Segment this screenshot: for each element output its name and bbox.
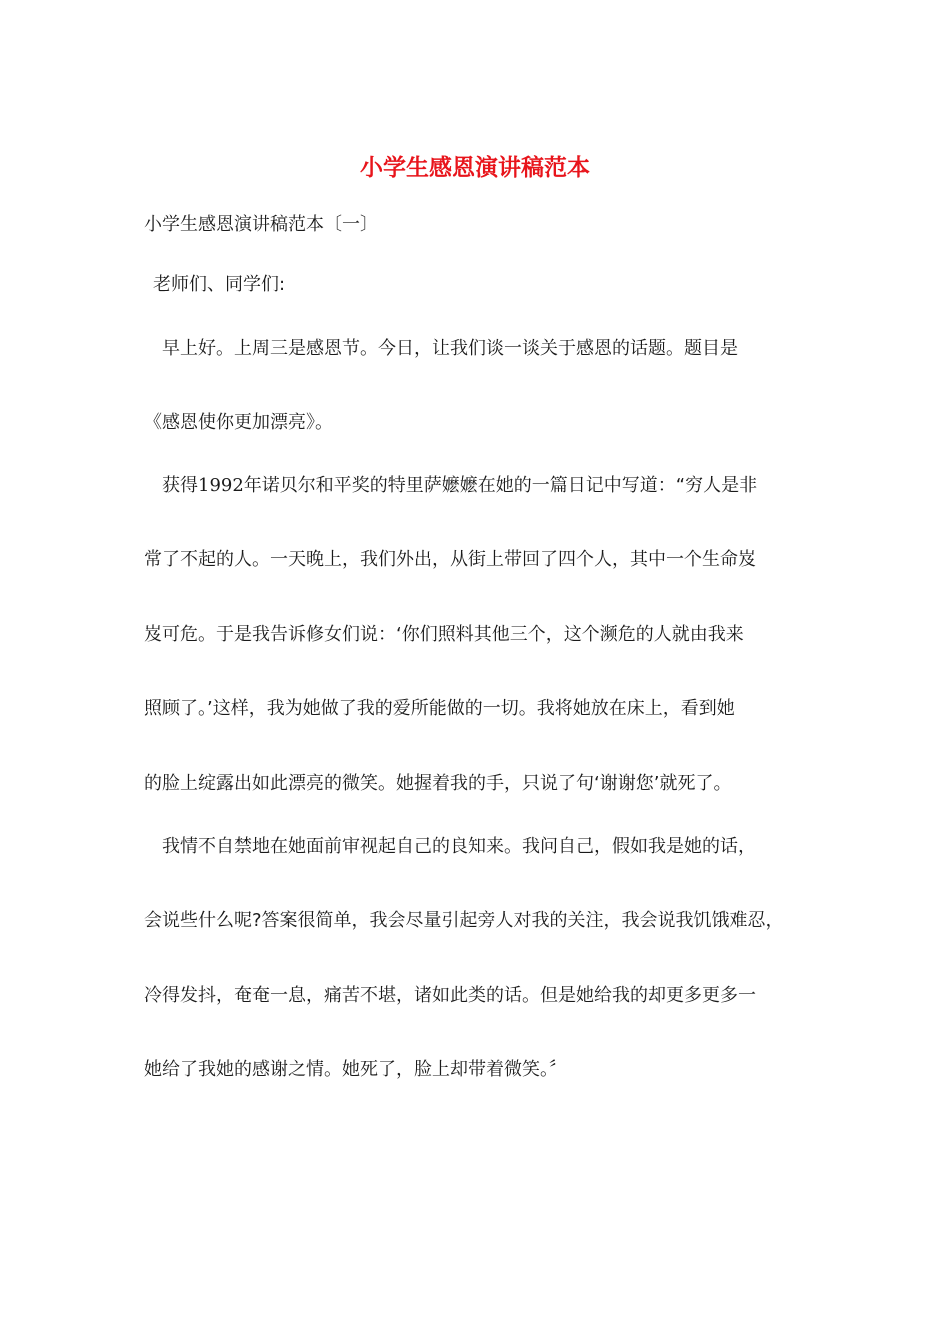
paragraph-line: 《感恩使你更加漂亮》。 xyxy=(144,412,333,433)
paragraph-line: 岌可危。于是我告诉修女们说：‘你们照料其他三个，这个濒危的人就由我来 xyxy=(144,624,744,645)
line-text: 年诺贝尔和平奖的特里萨嬷嬷在她的一篇日记中写道：“穷人是非 xyxy=(243,475,758,496)
paragraph-line: 的脸上绽露出如此漂亮的微笑。她握着我的手，只说了句‘谢谢您’就死了。 xyxy=(144,773,732,794)
line-prefix: 获得 xyxy=(162,475,198,496)
paragraph-line: 我情不自禁地在她面前审视起自己的良知来。我问自己，假如我是她的话， xyxy=(162,836,756,857)
document-title: 小学生感恩演讲稿范本 xyxy=(360,154,590,181)
year-number: 1992 xyxy=(198,475,244,496)
paragraph-line: 照顾了。’这样，我为她做了我的爱所能做的一切。我将她放在床上，看到她 xyxy=(144,698,735,719)
paragraph-line xyxy=(162,471,757,501)
paragraph-line: 冷得发抖，奄奄一息，痛苦不堪，诸如此类的话。但是她给我的却更多更多一 xyxy=(144,985,756,1006)
paragraph-line: 她给了我她的感谢之情。她死了，脸上却带着微笑。〞 xyxy=(144,1059,567,1080)
paragraph-line: 常了不起的人。一天晚上，我们外出，从街上带回了四个人，其中一个生命岌 xyxy=(144,549,756,570)
paragraph-line: 早上好。上周三是感恩节。今日，让我们谈一谈关于感恩的话题。题目是 xyxy=(162,338,738,359)
salutation: 老师们、同学们: xyxy=(153,274,286,295)
section-subtitle: 小学生感恩演讲稿范本〔一〕 xyxy=(144,214,378,235)
paragraph-line: 会说些什么呢?答案很简单，我会尽量引起旁人对我的关注，我会说我饥饿难忍， xyxy=(144,910,784,931)
